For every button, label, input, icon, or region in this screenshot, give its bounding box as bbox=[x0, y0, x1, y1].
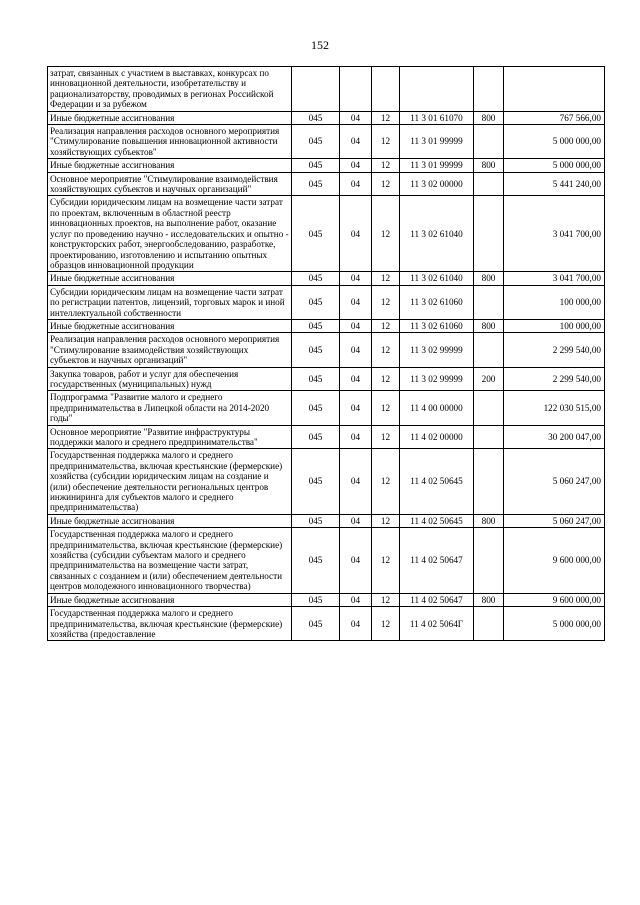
cell-target-article: 11 3 01 61070 bbox=[400, 111, 474, 124]
cell-ministry-code: 045 bbox=[292, 196, 340, 272]
cell-expense-type bbox=[474, 196, 504, 272]
cell-name: Субсидии юридическим лицам на возмещение части затрат по проектам, включенным в областной реестр инновационных проектов, на выполнение работ, оказание услуг по проведению научно - исследовательских и опытно - конструкторских работ, энергообследованию, разработке, проектированию, изготовлению и испытанию опытных образцов инновационной продукции bbox=[48, 196, 292, 272]
cell-ministry-code: 045 bbox=[292, 391, 340, 425]
table-row bbox=[48, 196, 605, 272]
cell-amount: 30 200 047,00 bbox=[504, 425, 605, 449]
cell-expense-type bbox=[474, 67, 504, 112]
cell-amount: 2 299 540,00 bbox=[504, 333, 605, 367]
table-row bbox=[48, 285, 605, 319]
cell-expense-type bbox=[474, 391, 504, 425]
table-row bbox=[48, 367, 605, 391]
cell-amount: 3 041 700,00 bbox=[504, 272, 605, 285]
cell-expense-type bbox=[474, 125, 504, 159]
cell-name: затрат, связанных с участием в выставках, конкурсах по инновационной деятельности, изобретательству и рационализаторству, проводимых в регионах Российской Федерации и за рубежом bbox=[48, 67, 292, 112]
table-row bbox=[48, 607, 605, 641]
cell-target-article: 11 3 02 61040 bbox=[400, 196, 474, 272]
cell-section: 04 bbox=[340, 367, 372, 391]
cell-ministry-code: 045 bbox=[292, 425, 340, 449]
cell-section: 04 bbox=[340, 333, 372, 367]
cell-amount: 2 299 540,00 bbox=[504, 367, 605, 391]
cell-ministry-code: 045 bbox=[292, 272, 340, 285]
cell-name: Реализация направления расходов основного мероприятия "Стимулирование взаимодействия хозяйствующих субъектов и научных организаций" bbox=[48, 333, 292, 367]
cell-name: Государственная поддержка малого и среднего предпринимательства, включая крестьянские (фермерские) хозяйства (субсидии субъектам малого и среднего предпринимательства на возмещение части затрат, связанных с созданием и (или) обеспечением деятельности центров молодежного инновационного творчества) bbox=[48, 528, 292, 593]
cell-section: 04 bbox=[340, 514, 372, 527]
cell-target-article bbox=[400, 67, 474, 112]
budget-table-body bbox=[48, 67, 605, 641]
table-row bbox=[48, 67, 605, 112]
cell-target-article: 11 3 02 61060 bbox=[400, 319, 474, 332]
cell-name: Иные бюджетные ассигнования bbox=[48, 514, 292, 527]
cell-section: 04 bbox=[340, 125, 372, 159]
table-row bbox=[48, 111, 605, 124]
table-row bbox=[48, 514, 605, 527]
cell-subsection: 12 bbox=[372, 196, 400, 272]
cell-subsection: 12 bbox=[372, 125, 400, 159]
cell-target-article: 11 4 02 50647 bbox=[400, 593, 474, 606]
cell-section: 04 bbox=[340, 111, 372, 124]
cell-subsection: 12 bbox=[372, 449, 400, 514]
table-row bbox=[48, 125, 605, 159]
cell-name: Иные бюджетные ассигнования bbox=[48, 159, 292, 172]
cell-target-article: 11 3 02 00000 bbox=[400, 172, 474, 196]
cell-name: Основное мероприятие "Развитие инфраструктуры поддержки малого и среднего предпринимательства" bbox=[48, 425, 292, 449]
cell-subsection: 12 bbox=[372, 319, 400, 332]
cell-amount: 5 441 240,00 bbox=[504, 172, 605, 196]
cell-subsection: 12 bbox=[372, 528, 400, 593]
cell-amount: 5 000 000,00 bbox=[504, 607, 605, 641]
table-row bbox=[48, 159, 605, 172]
cell-amount: 767 566,00 bbox=[504, 111, 605, 124]
cell-amount: 3 041 700,00 bbox=[504, 196, 605, 272]
cell-subsection: 12 bbox=[372, 593, 400, 606]
cell-amount: 5 000 000,00 bbox=[504, 159, 605, 172]
cell-section: 04 bbox=[340, 172, 372, 196]
table-row bbox=[48, 593, 605, 606]
cell-target-article: 11 3 01 99999 bbox=[400, 125, 474, 159]
cell-expense-type: 200 bbox=[474, 367, 504, 391]
cell-subsection: 12 bbox=[372, 514, 400, 527]
cell-target-article: 11 4 02 50645 bbox=[400, 449, 474, 514]
cell-name: Субсидии юридическим лицам на возмещение части затрат по регистрации патентов, лицензий, торговых марок и иной интеллектуальной собственности bbox=[48, 285, 292, 319]
cell-section: 04 bbox=[340, 607, 372, 641]
cell-name: Государственная поддержка малого и среднего предпринимательства, включая крестьянские (фермерские) хозяйства (субсидии юридическим лицам на создание и (или) обеспечение деятельности региональных центров инжиниринга для субъектов малого и среднего предпринимательства) bbox=[48, 449, 292, 514]
cell-amount: 5 060 247,00 bbox=[504, 449, 605, 514]
cell-section: 04 bbox=[340, 391, 372, 425]
cell-expense-type: 800 bbox=[474, 272, 504, 285]
cell-subsection: 12 bbox=[372, 333, 400, 367]
cell-subsection: 12 bbox=[372, 111, 400, 124]
cell-target-article: 11 4 02 50645 bbox=[400, 514, 474, 527]
cell-ministry-code: 045 bbox=[292, 111, 340, 124]
cell-subsection: 12 bbox=[372, 367, 400, 391]
table-row bbox=[48, 449, 605, 514]
page-number: 152 bbox=[311, 38, 329, 52]
cell-target-article: 11 4 02 5064Г bbox=[400, 607, 474, 641]
cell-target-article: 11 3 02 99999 bbox=[400, 367, 474, 391]
cell-ministry-code: 045 bbox=[292, 367, 340, 391]
cell-name: Реализация направления расходов основного мероприятия "Стимулирование повышения инновационной активности хозяйствующих субъектов" bbox=[48, 125, 292, 159]
cell-section: 04 bbox=[340, 272, 372, 285]
cell-target-article: 11 3 02 61060 bbox=[400, 285, 474, 319]
cell-expense-type: 800 bbox=[474, 111, 504, 124]
cell-expense-type bbox=[474, 449, 504, 514]
cell-section bbox=[340, 67, 372, 112]
cell-amount: 9 600 000,00 bbox=[504, 528, 605, 593]
cell-name: Основное мероприятие "Стимулирование взаимодействия хозяйствующих субъектов и научных организаций" bbox=[48, 172, 292, 196]
cell-expense-type: 800 bbox=[474, 319, 504, 332]
cell-target-article: 11 3 01 99999 bbox=[400, 159, 474, 172]
cell-amount: 100 000,00 bbox=[504, 285, 605, 319]
cell-expense-type bbox=[474, 425, 504, 449]
cell-ministry-code: 045 bbox=[292, 514, 340, 527]
table-row bbox=[48, 333, 605, 367]
budget-table bbox=[47, 66, 605, 641]
cell-amount: 5 060 247,00 bbox=[504, 514, 605, 527]
cell-expense-type bbox=[474, 333, 504, 367]
table-row bbox=[48, 172, 605, 196]
cell-name: Иные бюджетные ассигнования bbox=[48, 593, 292, 606]
cell-ministry-code: 045 bbox=[292, 593, 340, 606]
table-row bbox=[48, 528, 605, 593]
table-row bbox=[48, 425, 605, 449]
cell-ministry-code: 045 bbox=[292, 528, 340, 593]
cell-subsection: 12 bbox=[372, 285, 400, 319]
cell-name: Закупка товаров, работ и услуг для обеспечения государственных (муниципальных) нужд bbox=[48, 367, 292, 391]
cell-ministry-code: 045 bbox=[292, 172, 340, 196]
cell-name: Государственная поддержка малого и среднего предпринимательства, включая крестьянские (фермерские) хозяйства (предоставление bbox=[48, 607, 292, 641]
cell-section: 04 bbox=[340, 319, 372, 332]
cell-target-article: 11 4 00 00000 bbox=[400, 391, 474, 425]
cell-section: 04 bbox=[340, 285, 372, 319]
cell-amount bbox=[504, 67, 605, 112]
cell-subsection: 12 bbox=[372, 391, 400, 425]
cell-subsection: 12 bbox=[372, 172, 400, 196]
cell-expense-type bbox=[474, 172, 504, 196]
cell-subsection: 12 bbox=[372, 159, 400, 172]
cell-expense-type: 800 bbox=[474, 593, 504, 606]
cell-expense-type: 800 bbox=[474, 159, 504, 172]
cell-target-article: 11 4 02 50647 bbox=[400, 528, 474, 593]
cell-subsection: 12 bbox=[372, 425, 400, 449]
table-row bbox=[48, 391, 605, 425]
cell-ministry-code: 045 bbox=[292, 125, 340, 159]
cell-expense-type: 800 bbox=[474, 514, 504, 527]
cell-ministry-code: 045 bbox=[292, 159, 340, 172]
cell-name: Иные бюджетные ассигнования bbox=[48, 111, 292, 124]
cell-section: 04 bbox=[340, 425, 372, 449]
cell-section: 04 bbox=[340, 196, 372, 272]
cell-target-article: 11 4 02 00000 bbox=[400, 425, 474, 449]
cell-name: Иные бюджетные ассигнования bbox=[48, 319, 292, 332]
cell-section: 04 bbox=[340, 449, 372, 514]
cell-subsection: 12 bbox=[372, 607, 400, 641]
cell-amount: 100 000,00 bbox=[504, 319, 605, 332]
cell-section: 04 bbox=[340, 159, 372, 172]
cell-name: Иные бюджетные ассигнования bbox=[48, 272, 292, 285]
cell-amount: 9 600 000,00 bbox=[504, 593, 605, 606]
cell-target-article: 11 3 02 61040 bbox=[400, 272, 474, 285]
cell-expense-type bbox=[474, 528, 504, 593]
cell-ministry-code: 045 bbox=[292, 319, 340, 332]
cell-section: 04 bbox=[340, 593, 372, 606]
cell-amount: 122 030 515,00 bbox=[504, 391, 605, 425]
cell-name: Подпрограмма "Развитие малого и среднего предпринимательства в Липецкой области на 2014-2020 годы" bbox=[48, 391, 292, 425]
cell-expense-type bbox=[474, 607, 504, 641]
cell-subsection: 12 bbox=[372, 272, 400, 285]
cell-expense-type bbox=[474, 285, 504, 319]
cell-target-article: 11 3 02 99999 bbox=[400, 333, 474, 367]
cell-ministry-code: 045 bbox=[292, 449, 340, 514]
cell-ministry-code: 045 bbox=[292, 285, 340, 319]
table-row bbox=[48, 272, 605, 285]
cell-ministry-code: 045 bbox=[292, 607, 340, 641]
cell-ministry-code: 045 bbox=[292, 333, 340, 367]
cell-ministry-code bbox=[292, 67, 340, 112]
cell-amount: 5 000 000,00 bbox=[504, 125, 605, 159]
table-row bbox=[48, 319, 605, 332]
cell-section: 04 bbox=[340, 528, 372, 593]
cell-subsection bbox=[372, 67, 400, 112]
